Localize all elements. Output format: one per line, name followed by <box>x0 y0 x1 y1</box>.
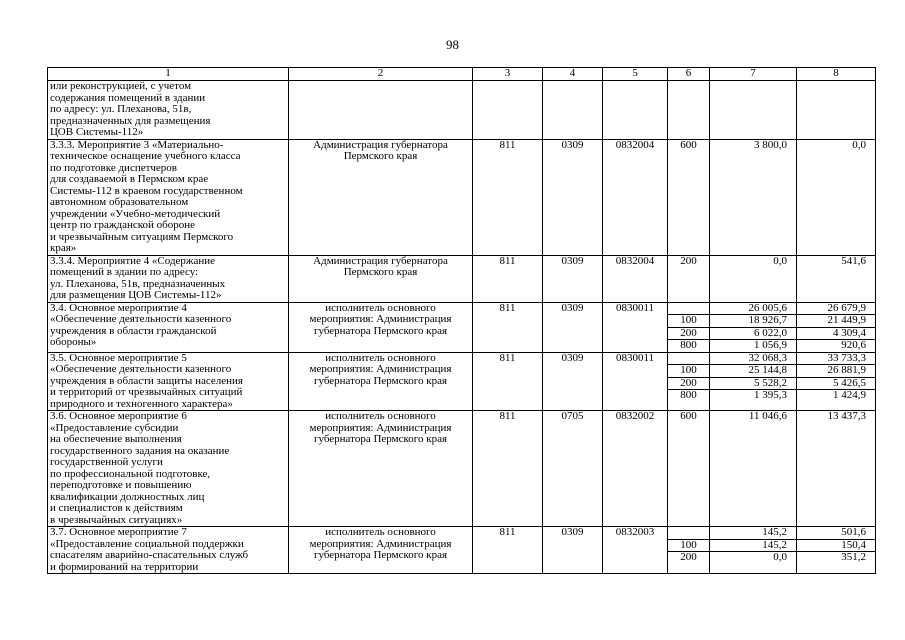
cell-c3: 811 <box>473 302 543 352</box>
subcell-c8: 541,6 <box>841 254 866 267</box>
cell-c5: 0830011 <box>603 352 668 411</box>
cell-c1: 3.7. Основное мероприятие 7 «Предоставление социальной поддержки спасателям аварийно-спасательных служб и формирований на территории <box>48 527 289 574</box>
subcell-c6: 800 <box>680 339 697 351</box>
cell-c2: исполнитель основного мероприятия: Администрация губернатора Пермского края <box>289 411 473 527</box>
subcell-c8: 21 449,9 <box>797 315 875 328</box>
cell-c7 <box>710 411 797 527</box>
table-row <box>48 302 876 352</box>
header-cell-5: 5 <box>603 68 668 81</box>
cell-c7 <box>710 139 797 255</box>
budget-table <box>47 67 876 574</box>
cell-c4 <box>543 81 603 140</box>
cell-c5: 0830011 <box>603 302 668 352</box>
subcell-c8: 920,6 <box>841 339 866 351</box>
cell-c6 <box>668 352 710 411</box>
subcell-c8: 13 437,3 <box>827 410 866 422</box>
cell-c1: 3.6. Основное мероприятие 6 «Предоставление субсидии на обеспечение выполнения государственного задания на оказание государственной услуги по профессиональной подготовке, переподготовке и повышению квалификации должностных лиц и специалистов к действиям в чрезвычайных ситуациях» <box>48 411 289 527</box>
subcell-c7: 5 528,2 <box>710 378 796 391</box>
subcell-c7: 26 005,6 <box>710 303 796 316</box>
subcell-c8: 26 881,9 <box>797 365 875 378</box>
header-cell-1: 1 <box>48 68 289 81</box>
cell-c3: 811 <box>473 411 543 527</box>
subcell-c7: 6 022,0 <box>710 328 796 341</box>
cell-c7 <box>710 527 797 574</box>
subcell-c7: 11 046,6 <box>748 410 787 422</box>
subcell-c7 <box>710 81 796 93</box>
cell-c4: 0309 <box>543 302 603 352</box>
table-row <box>48 81 876 140</box>
subcell-c7: 18 926,7 <box>710 315 796 328</box>
cell-c4: 0309 <box>543 139 603 255</box>
cell-c5: 0832003 <box>603 527 668 574</box>
cell-c2 <box>289 81 473 140</box>
header-cell-2: 2 <box>289 68 473 81</box>
cell-c3: 811 <box>473 352 543 411</box>
cell-c6 <box>668 527 710 574</box>
cell-c5: 0832004 <box>603 255 668 302</box>
header-cell-8: 8 <box>797 68 876 81</box>
table-row <box>48 527 876 574</box>
subcell-c8: 33 733,3 <box>797 353 875 366</box>
subcell-c6: 800 <box>680 389 697 401</box>
cell-c1: 3.3.4. Мероприятие 4 «Содержание помещений в здании по адресу: ул. Плеханова, 51в, предназначенных для размещения ЦОВ Системы-112» <box>48 255 289 302</box>
subcell-c8: 4 309,4 <box>797 328 875 341</box>
subcell-c8: 150,4 <box>797 540 875 553</box>
subcell-c6: 600 <box>680 138 697 151</box>
cell-c2: исполнитель основного мероприятия: Администрация губернатора Пермского края <box>289 302 473 352</box>
table-row <box>48 352 876 411</box>
table-row <box>48 411 876 527</box>
subcell-c6: 200 <box>668 328 709 341</box>
subcell-c7: 1 395,3 <box>754 389 787 401</box>
cell-c8 <box>797 255 876 302</box>
cell-c7 <box>710 255 797 302</box>
subcell-c8: 1 424,9 <box>833 389 866 401</box>
cell-c6 <box>668 411 710 527</box>
cell-c1: 3.3.3. Мероприятие 3 «Материально- техническое оснащение учебного класса по подготовке диспетчеров для создаваемой в Пермском крае Системы-112 в краевом государственном автономном образовательном учреждении «Учебно-методический центр по гражданской обороне и чрезвычайным ситуациям Пермского края» <box>48 139 289 255</box>
cell-c8 <box>797 139 876 255</box>
cell-c4: 0309 <box>543 255 603 302</box>
cell-c3: 811 <box>473 527 543 574</box>
subcell-c6: 200 <box>680 254 697 267</box>
cell-c8 <box>797 352 876 411</box>
table-row <box>48 255 876 302</box>
subcell-c6: 200 <box>680 551 697 563</box>
subcell-c7: 0,0 <box>773 254 787 267</box>
cell-c6 <box>668 139 710 255</box>
cell-c4: 0309 <box>543 527 603 574</box>
subcell-c7: 145,2 <box>710 540 796 553</box>
cell-c3 <box>473 81 543 140</box>
page-number: 98 <box>446 37 459 52</box>
cell-c6 <box>668 81 710 140</box>
cell-c1: или реконструкцией, с учетом содержания помещений в здании по адресу: ул. Плеханова, 51в, предназначенных для размещения ЦОВ Системы-112» <box>48 81 289 140</box>
cell-c6 <box>668 302 710 352</box>
header-cell-4: 4 <box>543 68 603 81</box>
cell-c8 <box>797 302 876 352</box>
cell-c2: исполнитель основного мероприятия: Администрация губернатора Пермского края <box>289 527 473 574</box>
cell-c8 <box>797 81 876 140</box>
cell-c2: Администрация губернатора Пермского края <box>289 139 473 255</box>
cell-c7 <box>710 81 797 140</box>
table-row <box>48 139 876 255</box>
subcell-c7: 32 068,3 <box>710 353 796 366</box>
subcell-c6 <box>668 81 709 93</box>
cell-c1: 3.4. Основное мероприятие 4 «Обеспечение деятельности казенного учреждения в области гражданской обороны» <box>48 302 289 352</box>
cell-c2: исполнитель основного мероприятия: Администрация губернатора Пермского края <box>289 352 473 411</box>
subcell-c7: 145,2 <box>710 527 796 540</box>
cell-c1: 3.5. Основное мероприятие 5 «Обеспечение деятельности казенного учреждения в области защиты населения и территорий от чрезвычайных ситуаций природного и техногенного характера» <box>48 352 289 411</box>
subcell-c7: 0,0 <box>773 551 787 563</box>
cell-c3: 811 <box>473 255 543 302</box>
cell-c3: 811 <box>473 139 543 255</box>
header-row <box>48 68 876 81</box>
subcell-c6: 100 <box>668 540 709 553</box>
cell-c6 <box>668 255 710 302</box>
cell-c7 <box>710 352 797 411</box>
cell-c8 <box>797 411 876 527</box>
subcell-c6 <box>668 527 709 540</box>
subcell-c7: 3 800,0 <box>754 138 787 151</box>
cell-c4: 0705 <box>543 411 603 527</box>
cell-c5: 0832002 <box>603 411 668 527</box>
subcell-c8: 501,6 <box>797 527 875 540</box>
subcell-c7: 1 056,9 <box>754 339 787 351</box>
subcell-c6: 100 <box>668 315 709 328</box>
header-cell-3: 3 <box>473 68 543 81</box>
cell-c5: 0832004 <box>603 139 668 255</box>
subcell-c8: 5 426,5 <box>797 378 875 391</box>
header-cell-7: 7 <box>710 68 797 81</box>
cell-c8 <box>797 527 876 574</box>
subcell-c6: 600 <box>680 410 697 422</box>
subcell-c6: 200 <box>668 378 709 391</box>
subcell-c7: 25 144,8 <box>710 365 796 378</box>
cell-c7 <box>710 302 797 352</box>
header-cell-6: 6 <box>668 68 710 81</box>
subcell-c8: 26 679,9 <box>797 303 875 316</box>
subcell-c8: 0,0 <box>852 138 866 151</box>
subcell-c6: 100 <box>668 365 709 378</box>
cell-c4: 0309 <box>543 352 603 411</box>
subcell-c8 <box>797 81 875 93</box>
cell-c2: Администрация губернатора Пермского края <box>289 255 473 302</box>
cell-c5 <box>603 81 668 140</box>
subcell-c8: 351,2 <box>841 551 866 563</box>
